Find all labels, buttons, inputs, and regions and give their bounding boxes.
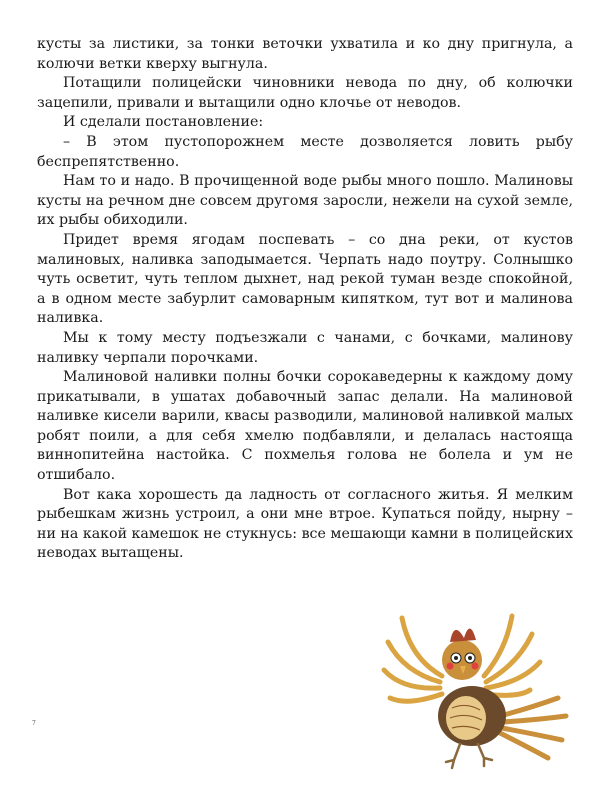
- paragraph: Вот кака хорошесть да ладность от согласного житья. Я мелким рыбешкам жизнь устроил, а они мне втрое. Купаться пойду, нырну – ни на какой камешок не стукнусь: все мешающи камни в полицейских неводах вытащены.: [37, 486, 573, 562]
- bird-crest: [450, 628, 476, 642]
- page-number: 7: [32, 720, 36, 727]
- paragraph: Мы к тому месту подъезжали с чанами, с бочками, малинову наливку черпали порочками.: [37, 329, 573, 366]
- bird-right-wing: [484, 616, 540, 695]
- paragraph: Потащили полицейски чиновники невода по дну, об колючки зацепили, привали и вытащили одно клочье от неводов.: [37, 75, 573, 111]
- bird-tail: [498, 698, 566, 758]
- bird-legs: [446, 744, 492, 768]
- paragraph: – В этом пустопорожнем месте дозволяется ловить рыбу беспрепятственно.: [37, 133, 573, 170]
- paragraph: Придет время ягодам поспевать – со дна реки, от кустов малиновых, наливка заподымается. Черпать надо поутру. Солнышко чуть осветит, чуть теплом дыхнет, над рекой туман везде спокойной, а в одном месте забурлит самоварным кипятком, тут вот и малинова наливка.: [37, 231, 573, 327]
- bird-left-wing: [384, 618, 442, 701]
- paragraph: И сделали постановление:: [63, 114, 264, 131]
- bird-head: [442, 640, 482, 680]
- bird-belly: [446, 696, 486, 740]
- bird-illustration: [380, 598, 572, 770]
- body-text: [37, 35, 573, 564]
- paragraph: Нам то и надо. В прочищенной воде рыбы много пошло. Малиновы кусты на речном дне совсем другомя заросли, нежели на сухой земле, их рыбы обиходили.: [37, 173, 573, 229]
- paragraph: Малиновой наливки полны бочки сорокаведерны к каждому дому прикатывали, в ушатах добавочный запас делали. На малиновой наливке кисели варили, квасы разводили, малиновой наливкой малых робят поили, а для себя хмелю подбавляли, и делалась настояща виннопитейна настойка. С похмелья голова не болела и ум не отшибало.: [37, 369, 573, 484]
- paragraph: кусты за листики, за тонки веточки ухватила и ко дну пригнула, а колючи ветки кверху выгнула.: [37, 36, 573, 72]
